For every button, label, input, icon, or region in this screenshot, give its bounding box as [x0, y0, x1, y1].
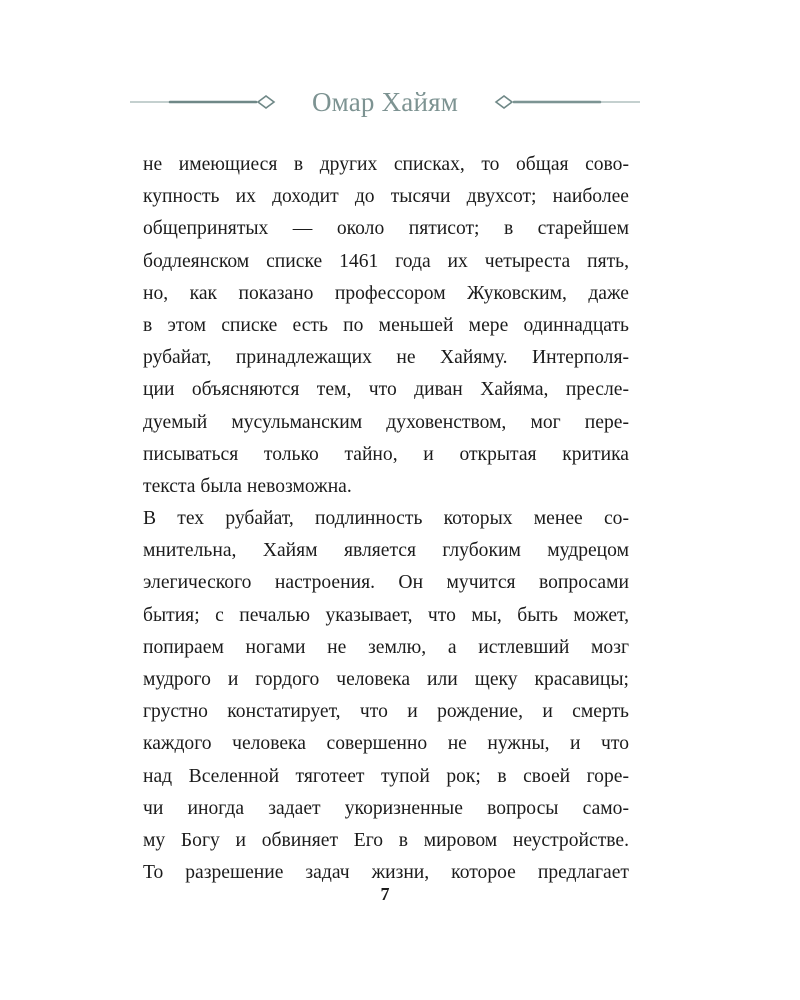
text-line: му Богу и обвиняет Его в мировом неустройстве. — [143, 829, 629, 851]
text-line: но, как показано профессором Жуковским, даже — [143, 282, 629, 304]
text-line: над Вселенной тяготеет тупой рок; в своей горе- — [143, 765, 629, 787]
text-line: То разрешение задач жизни, которое предлагает — [143, 862, 629, 884]
text-line: грустно констатирует, что и рождение, и смерть — [143, 701, 629, 723]
text-line: каждого человека совершенно не нужны, и что — [143, 733, 629, 755]
text-line: купность их доходит до тысячи двухсот; наиболее — [143, 186, 629, 208]
text-line: попираем ногами не землю, а истлевший мозг — [143, 636, 629, 658]
text-line: рубайат, принадлежащих не Хайяму. Интерполя- — [143, 347, 629, 369]
text-line: В тех рубайат, подлинность которых менее со- — [143, 508, 629, 530]
text-line: в этом списке есть по меньшей мере одиннадцать — [143, 314, 629, 336]
text-line: бодлеянском списке 1461 года их четыреста пять, — [143, 250, 629, 272]
body-text — [143, 149, 629, 889]
page-number: 7 — [380, 884, 390, 904]
text-line: элегического настроения. Он мучится вопросами — [143, 572, 629, 594]
text-line: мудрого и гордого человека или щеку красавицы; — [143, 669, 629, 690]
text-line: чи иногда задает укоризненные вопросы само- — [143, 797, 629, 819]
text-line: общепринятых — около пятисот; в старейшем — [143, 218, 629, 240]
text-line: бытия; с печалью указывает, что мы, быть может, — [143, 604, 629, 626]
running-header — [130, 80, 640, 124]
text-line: не имеющиеся в других списках, то общая сово- — [143, 154, 629, 175]
text-line: мнительна, Хайям является глубоким мудрецом — [143, 540, 629, 562]
text-line: текста была невозможна. — [143, 475, 352, 497]
text-line: писываться только тайно, и открытая критика — [143, 443, 629, 465]
text-line: дуемый мусульманским духовенством, мог пере- — [143, 411, 629, 433]
text-line: ции объясняются тем, что диван Хайяма, пресле- — [143, 379, 629, 401]
page-title: Омар Хайям — [311, 87, 459, 117]
